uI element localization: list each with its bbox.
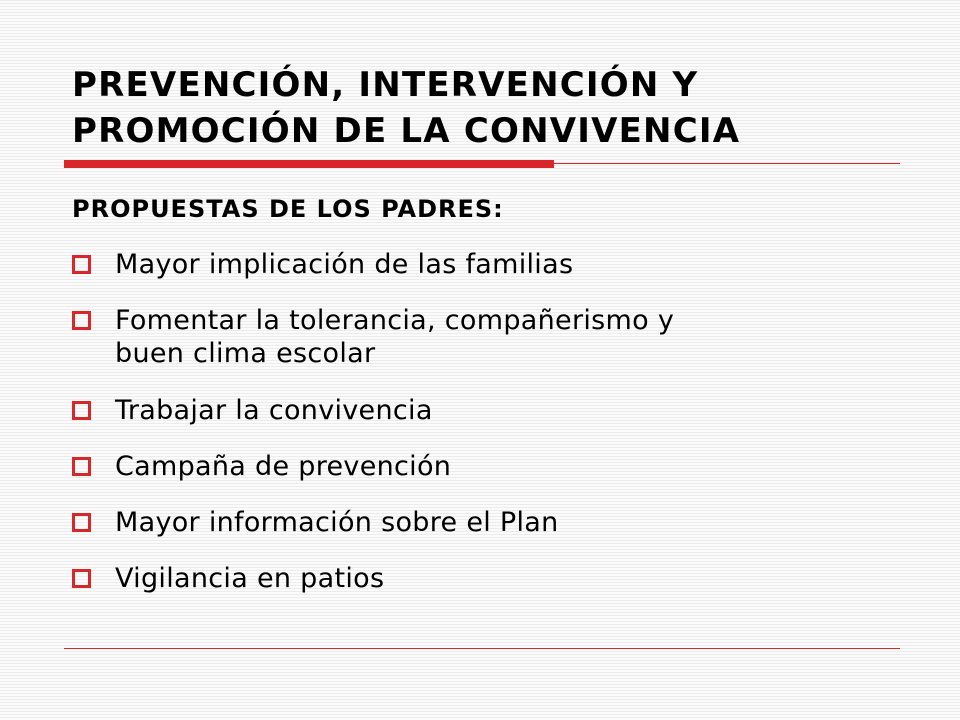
bullet-text: [115, 304, 674, 370]
list-item: [72, 450, 892, 483]
title-accent-bar: [64, 160, 554, 168]
slide-title-line-1: PREVENCIÓN, INTERVENCIÓN Y: [72, 65, 699, 105]
hollow-square-bullet-icon: [72, 513, 91, 532]
list-item: [72, 506, 892, 539]
bullet-text-line-1: Fomentar la tolerancia, compañerismo y: [115, 305, 675, 336]
bullet-text: Mayor implicación de las familias: [115, 249, 574, 280]
list-item: [72, 562, 892, 595]
hollow-square-bullet-icon: [72, 311, 91, 330]
hollow-square-bullet-icon: [72, 401, 91, 420]
list-item: [72, 248, 892, 281]
slide-title-line-2: PROMOCIÓN DE LA CONVIVENCIA: [72, 111, 741, 151]
list-item: [72, 394, 892, 427]
footer-divider-line: [64, 648, 900, 649]
hollow-square-bullet-icon: [72, 457, 91, 476]
slide-title: [72, 62, 912, 154]
bullet-text: Mayor información sobre el Plan: [115, 507, 559, 538]
list-item: [72, 304, 892, 370]
hollow-square-bullet-icon: [72, 255, 91, 274]
subheading: PROPUESTAS DE LOS PADRES:: [72, 195, 504, 223]
hollow-square-bullet-icon: [72, 569, 91, 588]
bullet-text: Campaña de prevención: [115, 451, 452, 482]
bullet-list: [72, 248, 892, 618]
bullet-text-line-2: buen clima escolar: [115, 338, 376, 369]
bullet-text: Trabajar la convivencia: [115, 395, 433, 426]
bullet-text: Vigilancia en patios: [115, 563, 385, 594]
